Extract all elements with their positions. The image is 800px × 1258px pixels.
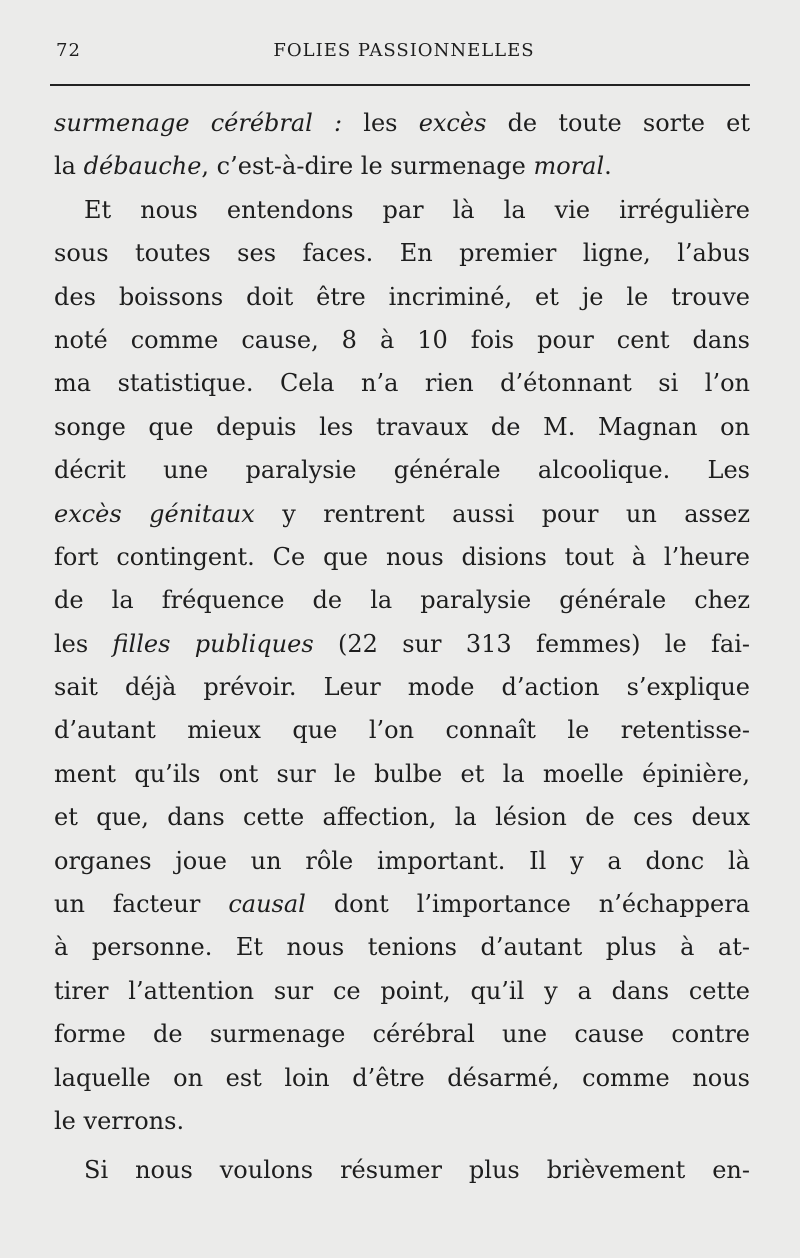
text-line-5: des boissons doit être incriminé, et je le trouve [54, 282, 750, 311]
text-line-3: Et nous entendons par là la vie irrégulière [84, 195, 750, 224]
text-line-4: sous toutes ses faces. En premier ligne, l’abus [54, 239, 750, 268]
text-line-20: à personne. Et nous tenions d’autant plus à at- [54, 933, 750, 962]
text-line-8: songe que depuis les travaux de M. Magnan on [54, 412, 750, 441]
text-line-6: noté comme cause, 8 à 10 fois pour cent dans [54, 325, 750, 354]
text-line-2: la débauche, c’est-à-dire le surmenage moral. [54, 152, 612, 181]
text-line-17: et que, dans cette affection, la lésion de ces deux [54, 803, 750, 832]
text-line-11: fort contingent. Ce que nous disions tout à l’heure [54, 542, 750, 571]
page-number: 72 [56, 40, 81, 61]
text-line-21: tirer l’attention sur ce point, qu’il y a dans cette [54, 976, 750, 1005]
text-line-9: décrit une paralysie générale alcoolique. Les [54, 456, 750, 485]
text-line-15: d’autant mieux que l’on connaît le retentisse- [54, 716, 750, 745]
text-line-16: ment qu’ils ont sur le bulbe et la moelle épinière, [54, 759, 750, 788]
body-text [54, 102, 750, 1193]
header-rule [50, 84, 750, 86]
text-line-12: de la fréquence de la paralysie générale chez [54, 586, 750, 615]
text-line-14: sait déjà prévoir. Leur mode d’action s’explique [54, 673, 750, 702]
text-line-24: le verrons. [54, 1106, 185, 1135]
text-line-25: Si nous voulons résumer plus brièvement en- [84, 1156, 750, 1185]
text-line-13: les filles publiques (22 sur 313 femmes) le fai- [54, 629, 751, 658]
text-line-1: surmenage cérébral : les excès de toute sorte et [54, 109, 750, 137]
text-line-22: forme de surmenage cérébral une cause contre [54, 1020, 750, 1049]
text-line-18: organes joue un rôle important. Il y a donc là [54, 846, 750, 875]
text-line-23: laquelle on est loin d’être désarmé, comme nous [54, 1063, 750, 1092]
running-head [56, 40, 752, 70]
running-title: FOLIES PASSIONNELLES [273, 40, 535, 61]
text-line-7: ma statistique. Cela n’a rien d’étonnant si l’on [54, 369, 750, 398]
text-line-10: excès génitaux y rentrent aussi pour un assez [54, 499, 750, 528]
text-line-19: un facteur causal dont l’importance n’échappera [54, 890, 750, 919]
